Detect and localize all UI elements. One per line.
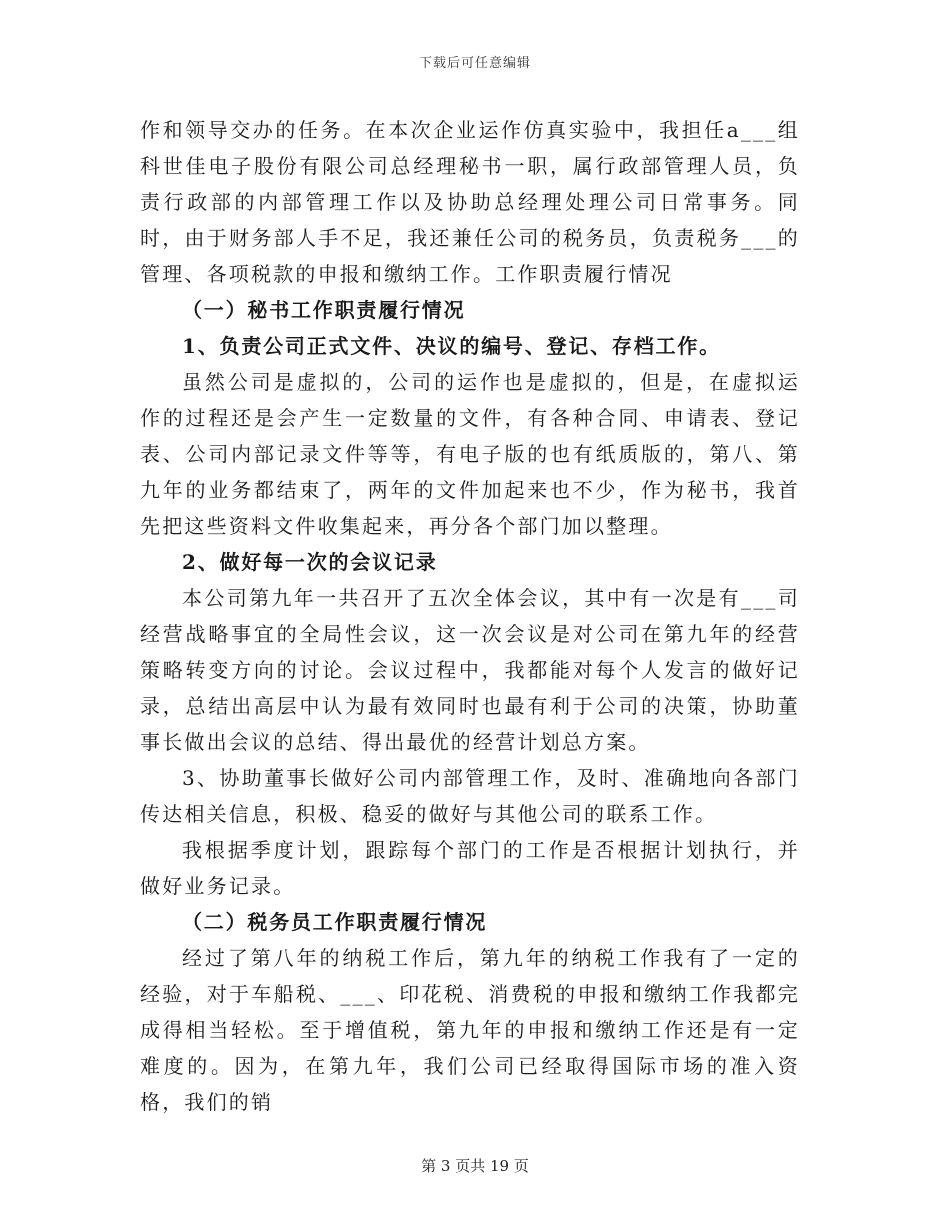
paragraph-tax-work: 经过了第八年的纳税工作后，第九年的纳税工作我有了一定的经验，对于车船税、___、印花税、消费税的申报和缴纳工作我都完成得相当轻松。至于增值税，第九年的申报和缴纳工作还是有一定难度的。因为，在第九年，我们公司已经取得国际市场的准入资格，我们的销 [140, 946, 800, 1114]
document-body [140, 112, 800, 1120]
section-heading-secretary: （一）秘书工作职责履行情况 [182, 298, 466, 322]
paragraph-assist-chairman: 3、协助董事长做好公司内部管理工作，及时、准确地向各部门传达相关信息，积极、稳妥的做好与其他公司的联系工作。 [140, 766, 800, 826]
paragraph-document-filing: 虽然公司是虚拟的，公司的运作也是虚拟的，但是，在虚拟运作的过程还是会产生一定数量的文件，有各种合同、申请表、登记表、公司内部记录文件等等，有电子版的也有纸质版的，第八、第九年的业务都结束了，两年的文件加起来也不少，作为秘书，我首先把这些资料文件收集起来，再分各个部门加以整理。 [140, 370, 800, 538]
paragraph-intro: 作和领导交办的任务。在本次企业运作仿真实验中，我担任a___组科世佳电子股份有限公司总经理秘书一职，属行政部管理人员，负责行政部的内部管理工作以及协助总经理处理公司日常事务。同时，由于财务部人手不足，我还兼任公司的税务员，负责税务___的管理、各项税款的申报和缴纳工作。工作职责履行情况 [140, 118, 800, 286]
subheading-document-filing: 1、负责公司正式文件、决议的编号、登记、存档工作。 [182, 334, 721, 358]
page-header-note: 下载后可任意编辑 [418, 56, 531, 71]
page-number: 第 3 页共 19 页 [421, 1157, 529, 1175]
paragraph-meeting-records: 本公司第九年一共召开了五次全体会议，其中有一次是有___司经营战略事宜的全局性会议，这一次会议是对公司在第九年的经营策略转变方向的讨论。会议过程中，我都能对每个人发言的做好记录，总结出高层中认为最有效同时也最有利于公司的决策，协助董事长做出会议的总结、得出最优的经营计划总方案。 [140, 586, 800, 754]
paragraph-quarterly-plan: 我根据季度计划，跟踪每个部门的工作是否根据计划执行，并做好业务记录。 [140, 838, 800, 898]
subheading-meeting-records: 2、做好每一次的会议记录 [182, 550, 438, 574]
section-heading-tax-officer: （二）税务员工作职责履行情况 [182, 910, 488, 934]
